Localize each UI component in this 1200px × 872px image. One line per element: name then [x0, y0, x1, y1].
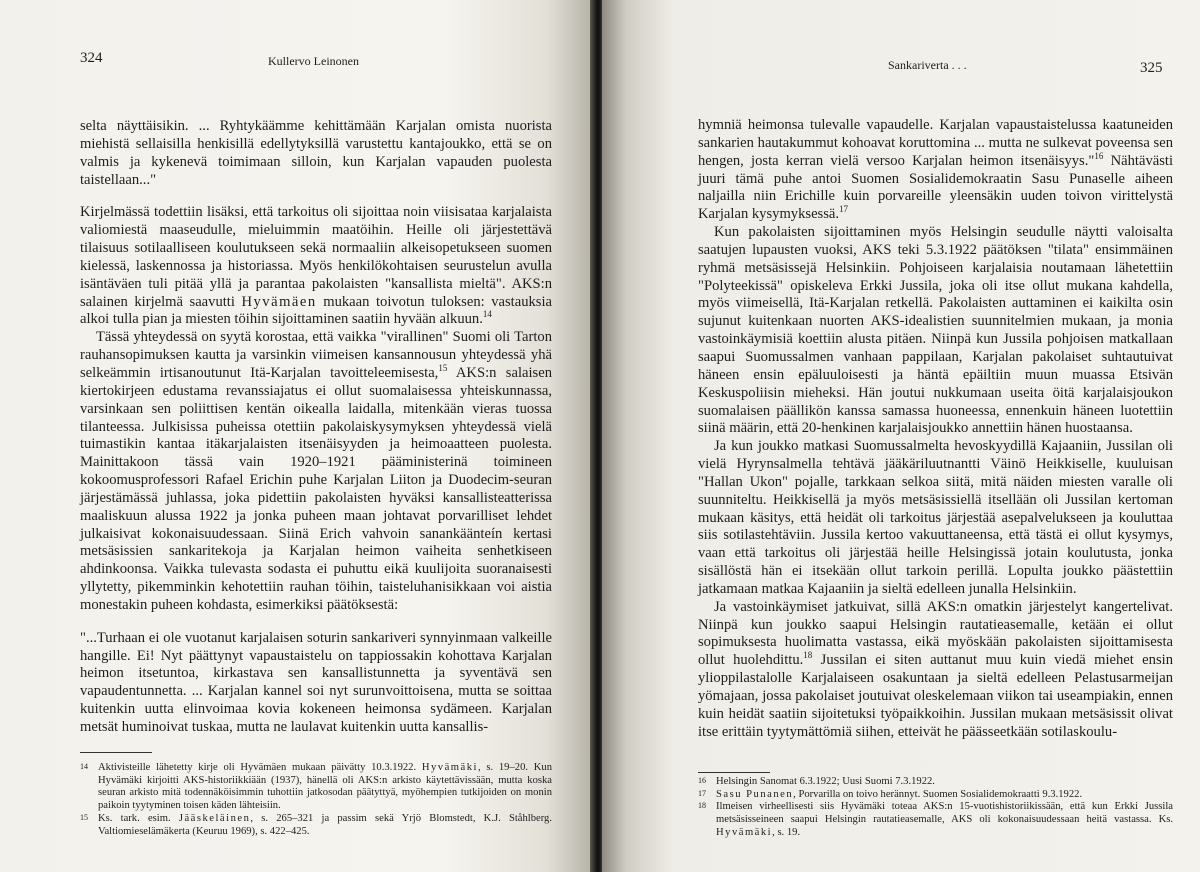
footnote — [80, 813, 552, 838]
footnote-text: Aktivisteille lähetetty kirje oli Hyvämäen mukaan päivätty 10.3.1922. — [98, 762, 417, 773]
footnote-text: , s. 265–321 ja passim sekä Yrjö Blomstedt, K.J. Ståhlberg. Valtiomieselämäkerta (Keuruu 1969), s. 422–425. — [98, 812, 553, 837]
paragraph-text: Ja vastoinkäymiset jatkuivat, sillä AKS:n omatkin järjestelyt kangertelivat. Niinpä kun joukko saapui Helsingin rautatieasemalle, ketään ei ollut sopimuksesta huolimatta vastassa, eikä myöskään pakolaisten sijoittamisesta ollut huolehdittu. — [698, 598, 1173, 669]
left-footnotes — [80, 762, 552, 838]
page-number-left: 324 — [80, 50, 103, 66]
paragraph-text: Tässä yhteydessä on syytä korostaa, että vaikka "virallinen" Suomi oli Tarton rauhansopimuksen kautta ja varsinkin viimeisen kansannousun yhteydessä yhä selkeämmin irtisanoutunut Itä-Karjalan tavoitteleemisesta, — [80, 329, 552, 381]
footnote-text: , Porvarilla on toivo herännyt. Suomen Sosialidemokraatti 9.3.1922. — [793, 788, 1083, 800]
paragraph: Kun pakolaisten sijoittaminen myös Helsingin seudulle näytti valoisalta saatujen lupausten vuoksi, AKS teki 5.3.1922 päätöksen "tilata" ensimmäinen ryhmä metsäsissejä Helsinkiin. Pohjoiseen karjalaisia noutamaan lähetettiin "Polyteekissä" opiskeleva Erkki Jussila, joka oli itse ollut mukana kahdella, myös viimeisellä, Itä-Karjalan retkellä. Pakolaisten auttaminen ei kaikilta osin sujunut kuitenkaan nuorten AKS-idealistien suunnitelmien mukaan, ja monia vastoinkäymisiä koettiin alusta pitäen. Niinpä kun Jussila pohjoisen matkallaan saapui Suomussalmen vanhaan pappilaan, Karjalan pakolaiset suhtautuivat häneen ensin epäluuloisesti ja häntä epäiltiin muun muassa Etsivän Keskuspoliisin mieheksi. Hän joutui nukkumaan useita öitä karjalaisjoukon suomalaisen päällikön kanssa samassa huoneessa, ennenkuin häneen luotettiin siinä määrin, että 20-henkinen karjalaisjoukko annettiin hänen huostaansa. — [698, 224, 1173, 437]
running-head-left: Kullervo Leinonen — [268, 54, 359, 68]
paragraph — [698, 117, 1173, 224]
paragraph-text: hymniä heimonsa tulevalle vapaudelle. Karjalan vapaustaistelussa kaatuneiden sankarien hautakummut kohoavat koruttomina ... mutta ne sulkevat poveensa sen hengen, josta kerran vielä versoo Karjalan heimon itsenäisyys." — [698, 117, 1173, 169]
paragraph — [80, 329, 552, 615]
paragraph-text: AKS:n salaisen kiertokirjeen edustama revanssiajatus ei ollut suomalaisessa yhteiskunnassa, varsinkaan sen poliittisen kentän oikealla laidalla, mitenkään vieras tuossa tilanteessa. Julkisissa puheissa otettiin pakolaiskysymyksen yhteydessä vielä tuimastikin kantaa itäkarjalaisten itsenäisyyden ja heimoaatteen puolesta. Mainittakoon tässä vain 1920–1921 pääministerinä toimineen kokoomusprofessori Rafael Erichin puhe Karjalan Liiton ja Duodecim-seuran järjestämässä juhlassa, joka pidettiin pakolaisten hyväksi kansallisteatterissa maaliskuun alussa 1922 ja jonka puheen maan johtavat porvarilliset lehdet julkaisivat kokonaisuudessaan. Siinä Erich vahvoin sanankäänteín kertasi metsäsissien sankaritekoja ja Karjalan heimon vaiheita senhetkiseen ahdinkoonsa. Vaikka tulevasta sodasta ei puhuttu eikä kuulijoita suoranaisesti yllytetty, pikemminkin kehotettiin rauhan töihin, taisteluhanisikkaan voi aistia monestakin puheen kohdasta, esimerkiksi päätöksestä: — [80, 364, 552, 613]
paragraph — [698, 599, 1173, 742]
left-body-text — [80, 118, 552, 737]
footnote-number: 18 — [698, 801, 706, 811]
paragraph: selta näyttäisikin. ... Ryhtykäämme kehittämään Karjalan omista nuorista miehistä sellaisilla henkisillä edellytyksillä varustettu kantajoukko, että se on valmis ja kykenevä toimimaan silloin, kun Karjalan vapauden puolesta taistellaan..." — [80, 118, 552, 188]
footnote-ref: 17 — [839, 204, 849, 215]
right-body-text — [698, 117, 1173, 742]
right-page — [602, 0, 1200, 872]
quote-paragraph: "...Turhaan ei ole vuotanut karjalaisen soturin sankariveri synnyinmaan valkeille hangille. Ei! Nyt päättynyt vapaustaistelu on tappiossakin kohottava Karjalan heimon itsetuntoa, kirkastava sen kansallistunnetta ja syventävä sen vapaudentunnetta. ... Karjalan kannel soi nyt surunvoittoisena, mutta se soittaa kuitenkin uutta elinvoimaa kovia kokeneen heimonsa sydämeen. Karjalan metsät huminoivat tuskaa, mutta ne laulavat kuitenkin uutta kansallis- — [80, 629, 552, 735]
spaced-name: Hyvämäen — [241, 293, 317, 310]
footnote — [698, 776, 1173, 789]
footnote-text: , s. 19–20. Kun Hyvämäki kirjoitti AKS-historiikkiään (1937), hänellä oli AKS:n arkisto käytettävissään, mutta koska seuran arkisto mitä todennäköisimmin tuhottiin jatkosodan päätyttyä, myöhempien tutkijoiden on monin paikoin tyytyminen toisen käden lähteisiin. — [98, 762, 552, 812]
footnote-ref: 14 — [482, 309, 492, 320]
footnote — [698, 801, 1173, 839]
footnote-ref: 18 — [803, 650, 813, 661]
spaced-name: Jääskeläinen — [178, 812, 251, 824]
paragraph-text: Kirjelmässä todettiin lisäksi, että tarkoitus oli sijoittaa noin viisisataa karjalaista valiomiestä maaseudulle, mieluimmin maatöihin. Heille oli järjestettävä tilaisuus sotilaalliseen koulutukseen sekä normaaliin alkeisopetukseen suomen kielessä, laskennossa ja historiassa. Myös henkilökohtaisen seurustelun avulla isäntäväen tuli pitää yllä ja parantaa pakolaisten "kansallista mieltä". AKS:n salainen kirjelmä saavutti — [80, 204, 552, 310]
running-head-right: Sankariverta . . . — [888, 58, 967, 72]
footnote-text: Ilmeisen virheellisesti siis Hyvämäki toteaa AKS:n 15-vuotishistoriikissään, että kun Erkki Jussila metsäsisseineen saapui Helsingin rautatieasemalle, AKS oli kokonaisuudessaan heitä vastassa. Ks. — [716, 801, 1173, 826]
footnote — [698, 789, 1173, 802]
footnote-number: 16 — [698, 776, 706, 785]
paragraph-text: mukaan toivotun tuloksen: vastauksia alkoi tulla pian ja miesten töihin sijoittaminen saatiin hyvään alkuun. — [80, 293, 552, 328]
footnote-rule — [80, 752, 152, 753]
footnote-ref: 16 — [1094, 150, 1104, 161]
footnote-rule — [698, 772, 770, 773]
spaced-name: Hyvämäki — [716, 826, 773, 838]
footnote-number: 17 — [698, 788, 706, 798]
right-footnotes — [698, 776, 1173, 840]
footnote-text: Helsingin Sanomat 6.3.1922; Uusi Suomi 7.3.1922. — [716, 776, 935, 787]
footnote-ref: 15 — [438, 363, 448, 374]
page-number-right: 325 — [1140, 60, 1163, 76]
spaced-name: Hyvämäki — [421, 762, 478, 773]
paragraph-text: Jussilan ei siten auttanut muu kuin viedä miehet ensin ylioppilastalolle Karjalaiseen osakuntaan ja sieltä edelleen Pelastusarmeijan yömajaan, jossa pakolaiset joutuivat oleskelemaan viikon tai useampiakin, ennen kuin heidät saatiin sijoitetuksi työpaikkoihin. Jussilan mukaan metsäsissit olivat itse erittäin tyytymättömiä siihen, etteivät he päässeetkään sotilaskoulu- — [698, 652, 1173, 740]
spaced-name: Sasu Punanen — [716, 788, 794, 800]
footnote — [80, 762, 552, 813]
footnote-number: 15 — [80, 812, 88, 822]
left-page — [0, 0, 594, 872]
paragraph-text: Nähtävästi juuri tämä puhe antoi Suomen Sosialidemokraatin Sasu Punaselle aiheen naljailla niin Erichille kuin porvareille yleensäkin uuden toivon virittelystä Karjalan kysymyksessä. — [698, 152, 1174, 223]
footnote-number: 14 — [80, 762, 88, 771]
paragraph: Ja kun joukko matkasi Suomussalmelta hevoskyydillä Kajaaniin, Jussilan oli vielä Hyrynsalmella tehtävä jääkäriluutnantti Väinö Heikkiselle, kuuluisan "Hallan Ukon" pojalle, tarkkaan selkoa siitä, mitä näiden miesten varalle oli suunniteltu. Heikkisellä ja myös metsäsissiellä itsellään oli Jussilan kertoman mukaan käsitys, että heidät oli tarkoitus järjestää asepalvelukseen ja kouluttaa siis sotilastehtäviin. Jussila kertoo vakuuttaneensa, että tästä ei ollut kysymys, vaan että tarkoitus oli järjestää heille Helsingissä jotain koulutusta, jonka sisällöstä hän ei itsekään ollut tarkoin perillä. Lopulta joukko päästettiin jatkamaan matkaa Kajaaniin ja sieltä edelleen junalla Helsinkiin. — [698, 438, 1173, 597]
footnote-text: Ks. tark. esim. — [98, 812, 171, 824]
paragraph — [80, 204, 552, 329]
footnote-text: , s. 19. — [772, 826, 801, 838]
